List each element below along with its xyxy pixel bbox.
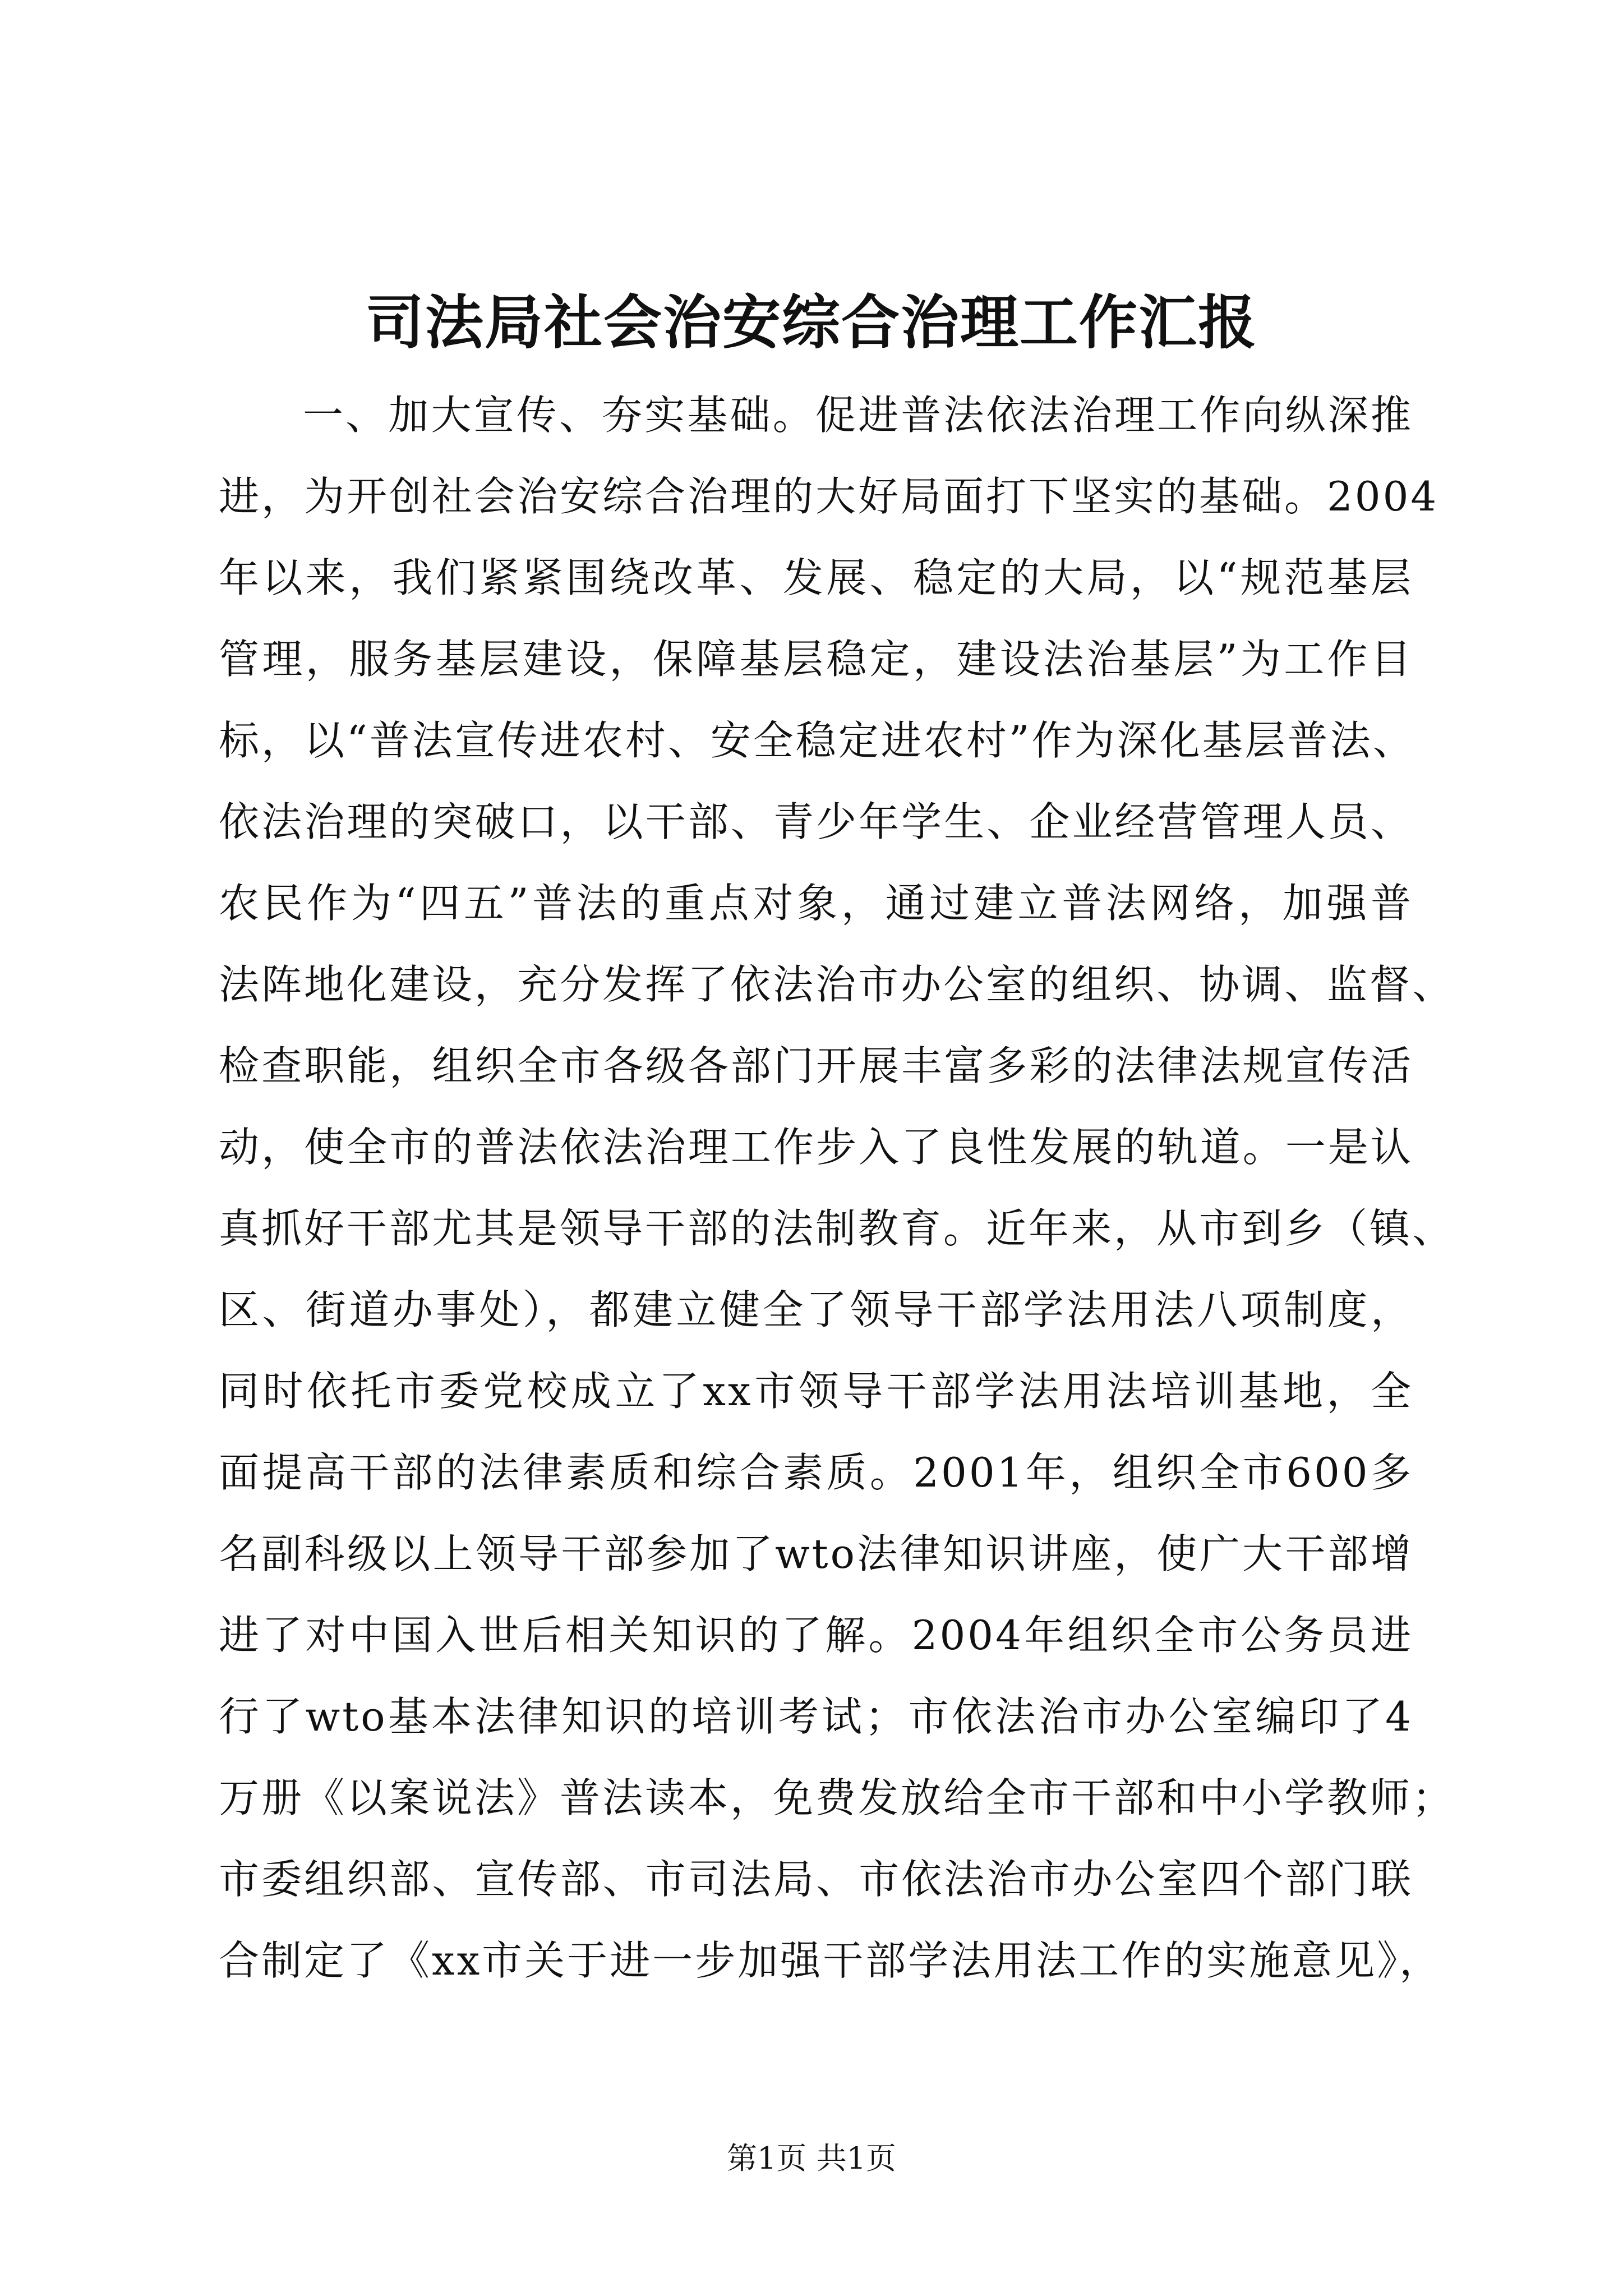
paragraph-line: 真抓好干部尤其是领导干部的法制教育。近年来，从市到乡（镇、	[219, 1205, 1455, 1252]
paragraph-line: 法阵地化建设，充分发挥了依法治市办公室的组织、协调、监督、	[219, 961, 1455, 1008]
paragraph-line: 农民作为“四五”普法的重点对象，通过建立普法网络，加强普	[219, 880, 1413, 927]
paragraph-line: 依法治理的突破口，以干部、青少年学生、企业经营管理人员、	[219, 798, 1413, 845]
paragraph-line: 年以来，我们紧紧围绕改革、发展、稳定的大局，以“规范基层	[219, 554, 1413, 601]
paragraph-line: 进了对中国入世后相关知识的了解。2004年组织全市公务员进	[219, 1612, 1413, 1659]
paragraph-line: 一、加大宣传、夯实基础。促进普法依法治理工作向纵深推	[303, 392, 1413, 439]
paragraph-line: 合制定了《xx市关于进一步加强干部学法用法工作的实施意见》，	[219, 1937, 1442, 1984]
paragraph-line: 市委组织部、宣传部、市司法局、市依法治市办公室四个部门联	[219, 1856, 1413, 1903]
paragraph-line: 面提高干部的法律素质和综合素质。2001年，组织全市600多	[219, 1449, 1413, 1496]
paragraph-line: 动，使全市的普法依法治理工作步入了良性发展的轨道。一是认	[219, 1124, 1413, 1171]
paragraph-line: 管理，服务基层建设，保障基层稳定，建设法治基层”为工作目	[219, 636, 1413, 683]
paragraph-line: 检查职能，组织全市各级各部门开展丰富多彩的法律法规宣传活	[219, 1042, 1413, 1089]
document-body	[219, 375, 1455, 2001]
page-footer: 第1页 共1页	[727, 2141, 896, 2176]
document-title: 司法局社会治安综合治理工作汇报	[365, 288, 1257, 357]
paragraph-line: 标，以“普法宣传进农村、安全稳定进农村”作为深化基层普法、	[219, 717, 1415, 764]
paragraph-line: 区、街道办事处），都建立健全了领导干部学法用法八项制度，	[219, 1286, 1413, 1333]
paragraph-line: 进，为开创社会治安综合治理的大好局面打下坚实的基础。2004	[219, 473, 1439, 520]
paragraph-line: 万册《以案说法》普法读本，免费发放给全市干部和中小学教师；	[219, 1774, 1455, 1821]
paragraph-line: 同时依托市委党校成立了xx市领导干部学法用法培训基地，全	[219, 1368, 1413, 1415]
paragraph-line: 行了wto基本法律知识的培训考试；市依法治市办公室编印了4	[219, 1693, 1413, 1740]
paragraph-line: 名副科级以上领导干部参加了wto法律知识讲座，使广大干部增	[219, 1530, 1413, 1577]
